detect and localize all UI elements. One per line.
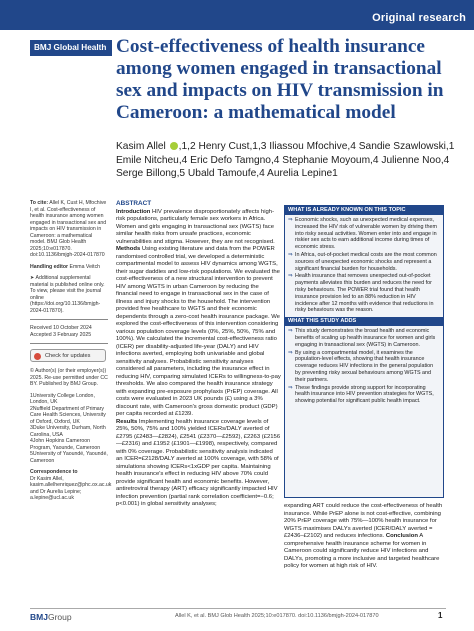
intro-text: HIV prevalence disproportionately affects high-risk populations, particularly female sex workers in Africa. Women and girls engaging in transactional sex (WGTS) face similar health risks from unsafe practices, economic vulnerabilities and stigma. However, they are not recognised.	[116, 208, 275, 245]
results-text: Implementing health insurance coverage levels of 25%, 50%, 75% and 100% yielded ICERs/DALY averted of £2795 (£2483—£2824), £2541 (£2370—£2592), £2263 (£2156—£2316) and £1952 (£1901—£1998), respectively, compared with 0% coverage. Probabilistic sensitivity analysis indicated an ICER=£2128/DALY averted at 100% coverage, with 58% of simulations showing ICERs<1xGDP per capita. Maintaining health insurance's effect in reducing HIV above 70% could provide significant health and economic benefits. However, antiretroviral therapy (ART) efficacy significantly impacted HIV infection prevention (partial rank correlation coefficient=−0.6; p<0.001) in global sensitivity analyses;	[116, 418, 281, 507]
author-line-3: Serge Billong,5 Ubald Tamoufe,4 Aurelia Lepine1	[116, 168, 338, 179]
article-sidebar	[30, 200, 112, 502]
crossmark-icon	[34, 353, 41, 360]
affiliation-3: 3Duke University, Durham, North Carolina, USA	[30, 425, 106, 438]
author-line-2: Emile Nitcheu,4 Eric Defo Tamgno,4 Stephanie Moyoum,4 Julienne Noo,4	[116, 154, 450, 166]
correspondence-label: Correspondence to	[30, 469, 78, 475]
divider	[30, 319, 108, 320]
accepted-date: Accepted 3 February 2025	[30, 331, 92, 338]
logo-group: Group	[47, 612, 72, 622]
footer-citation: Allel K, et al. BMJ Glob Health 2025;10:e017870. doi:10.1136/bmjgh-2024-017870	[175, 613, 379, 619]
abstract-heading: ABSTRACT	[116, 200, 152, 207]
logo-bmj: BMJ	[30, 612, 48, 622]
check-for-updates-button[interactable]	[30, 349, 106, 362]
known-list	[285, 215, 443, 317]
list-item: ⇒ In Africa, out-of-pocket medical costs are the most common sources of unexpected economic shocks and represent a significant financial burden for households.	[288, 252, 440, 272]
abstract	[116, 200, 281, 509]
check-updates-label: Check for updates	[45, 353, 91, 359]
adds-heading: WHAT THIS STUDY ADDS	[285, 317, 443, 326]
list-item: ⇒ These findings provide strong support for incorporating health insurance into HIV prevention strategies for WGTS, showing potential for significant public health impact.	[288, 385, 440, 405]
affiliation-5: 5University of Yaoundé, Yaoundé, Cameroon	[30, 451, 108, 464]
list-item: ⇒ By using a compartmental model, it examines the population-level effects, showing that health insurance coverage reduces HIV infections in the general population by preventing risky sexual behaviours among WGTS and their partners.	[288, 350, 440, 384]
received-date: Received 10 October 2024	[30, 325, 92, 331]
supplemental-note[interactable]: ➤ Additional supplemental material is published online only. To view, please visit the journal online (https://doi.org/10.1136/bmjgh-2024-017870).	[30, 275, 105, 314]
cite-text: Allel K, Cust H, Mfochive I, et al. Cost-effectiveness of health insurance among women engaged in transactional sex and impacts on HIV transmission in Cameroon: a mathematical model. BMJ Glob Health 2025;10:e017870. doi:10.1136/bmjgh-2024-017870	[30, 200, 107, 258]
abstract-results	[116, 419, 281, 509]
editor-label: Handling editor	[30, 263, 69, 270]
correspondence	[30, 469, 112, 502]
continued-text: expanding ART could reduce the cost-effectiveness of health insurance. While PrEP alone is not cost-effective, combining 20% PrEP coverage with 75%—100% health insurance for WGTS maximises DALYs averted (ICER/DALY averted = £2436–£2102) and reduces infections.	[284, 503, 443, 539]
abstract-methods	[116, 246, 281, 419]
list-item: ⇒ This study demonstrates the broad health and economic benefits of scaling up health insurance for women and girls engaging in transactional sex (WGTS) in Cameroon.	[288, 328, 440, 348]
citation-block	[30, 200, 108, 259]
author-line-1-rest: ,1,2 Henry Cust,1,3 Iliassou Mfochive,4 Sandie Szawlowski,1	[178, 141, 455, 152]
page-number: 1	[438, 611, 443, 620]
conclusion-text: A comprehensive health insurance scheme for women in Cameroon could significantly reduce HIV infections and DALYs, promoting a more inclusive and targeted healthcare policy for women at high risk of HIV.	[284, 533, 440, 569]
copyright-note: © Author(s) (or their employer(s)) 2025. Re-use permitted under CC BY. Published by BMJ Group.	[30, 368, 108, 387]
footer-divider	[30, 608, 446, 609]
intro-label: Introduction	[116, 208, 151, 215]
editor-name: Emma Veitch	[69, 263, 101, 270]
handling-editor	[30, 264, 108, 271]
divider	[30, 343, 108, 344]
author-first[interactable]: Kasim Allel	[116, 141, 166, 152]
abstract-continued	[284, 503, 446, 571]
article-type-label: Original research	[372, 12, 466, 24]
journal-badge[interactable]: BMJ Global Health	[30, 40, 112, 56]
list-item: ⇒ Economic shocks, such as unexpected medical expenses, increased the HIV risk of vulnerable women by driving them into risky sexual activities. Women enter into and engage in riskier sex acts to earn additional income during times of economic stress.	[288, 217, 440, 251]
publisher-logo	[30, 612, 72, 622]
adds-list	[285, 326, 443, 408]
correspondence-text[interactable]: Dr Kasim Allel, kasim.allelhenriquez@phc.ox.ac.uk and Dr Aurelia Lepine; a.lepine@ucl.ac.uk	[30, 475, 112, 501]
abstract-intro	[116, 209, 281, 247]
methods-label: Methods	[116, 246, 141, 252]
affiliation-1: 1University College London, London, UK	[30, 392, 95, 405]
affiliation-4: 4John Hopkins Cameroon Program, Yaounde, Cameroon	[30, 438, 101, 451]
affiliation-2: 2Nuffield Department of Primary Care Health Sciences, University of Oxford, Oxford, UK	[30, 405, 106, 425]
methods-text: Using existing literature and data from the POWER randomised controlled trial, we developed a deterministic compartmental model to assess HIV dynamics among WGTS, their sugar daddies and low-risk populations. We evaluated the cost-effectiveness of a new structural intervention to prevent HIV among WGTS in urban Cameroon by reducing the financial need to engage in transactional sex in the case of illness and injury shocks to the household. The intervention provided free healthcare to WGTS and their economic dependents through a zero-cost health insurance package. We explored the cost-effectiveness of this intervention considering various population coverage levels (0%, 25%, 50%, 75% and 100%). We calculated the incremental cost-effectiveness ratio (ICER) per disability-adjusted life-year (DALY) and HIV infections averted, employing both univariable and global sensitivity analyses. Probabilistic sensitivity analyses considered all parameters, including the insurance effect in reducing HIV, comparing simulated ICERs to willingness-to-pay thresholds. We also compared the health insurance strategy with expanding pre-exposure prophylaxis (PrEP) coverage. All costs were evaluated in 2023 UK pounds (£) using a 3% discount rate, with Cameroon's gross domestic product (GDP) per capita recorded at £1239.	[116, 246, 281, 417]
cite-label: To cite:	[30, 200, 49, 206]
list-item: ⇒ Health insurance that removes unexpected out-of-pocket payments alleviates this burden and reduces the need for risky behaviours. The POWER trial found that health insurance provision led to an 88% reduction in HIV incidence after 12 months with evidence that reductions in risky behaviours was the reason.	[288, 273, 440, 314]
author-list	[116, 140, 466, 181]
top-banner	[0, 0, 474, 30]
author-line-1	[116, 140, 466, 154]
results-label: Results	[116, 418, 138, 425]
known-heading: WHAT IS ALREADY KNOWN ON THIS TOPIC	[285, 206, 443, 215]
conclusion-label: Conclusion	[385, 533, 418, 539]
article-title: Cost-effectiveness of health insurance among women engaged in transactional sex and impacts on HIV transmission in Cameroon: a mathematical model	[116, 36, 444, 123]
orcid-icon[interactable]	[170, 142, 178, 150]
key-messages-box	[284, 205, 444, 498]
